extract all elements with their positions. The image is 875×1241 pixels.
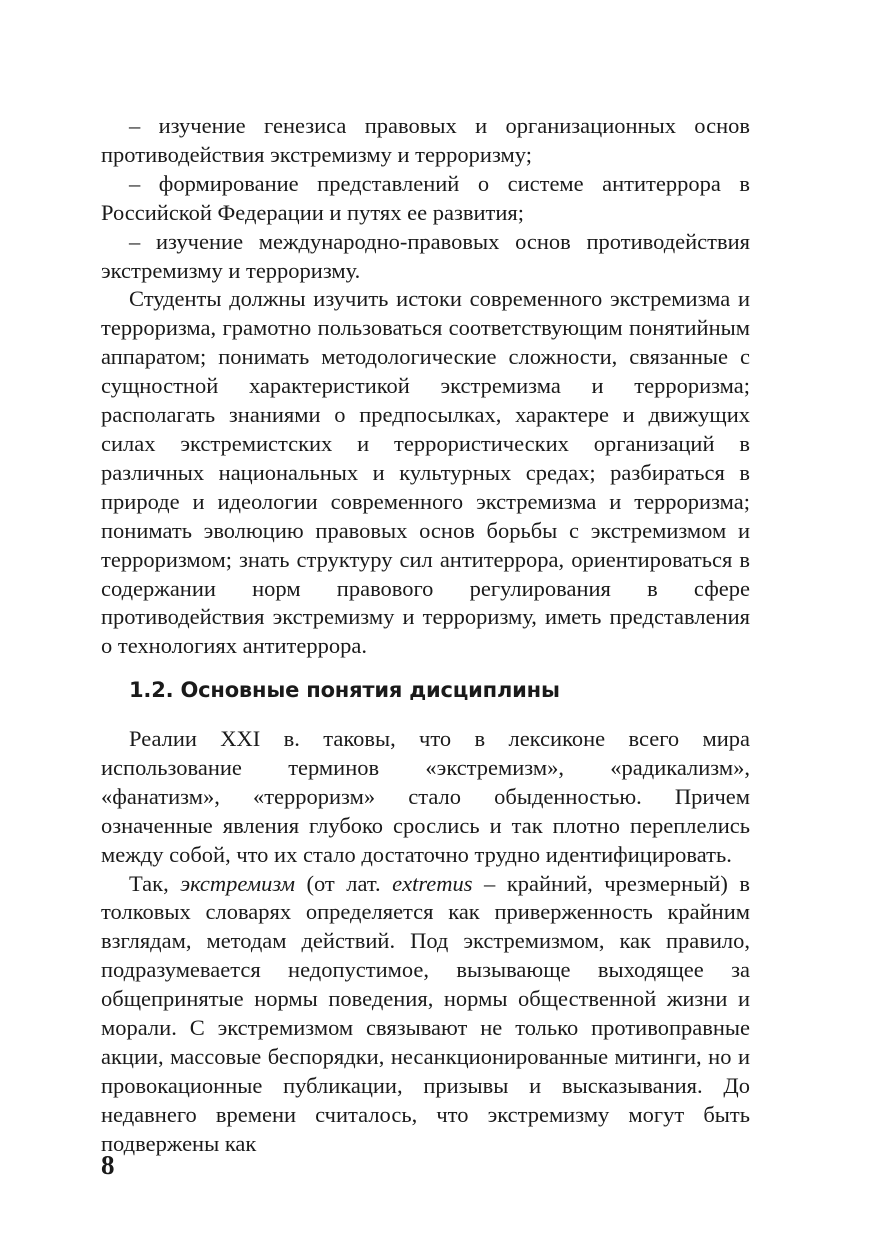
definition-paragraph [101,870,750,1159]
intro-item: – формирование представлений о системе антитеррора в Российской Федерации и путях ее развития; [101,170,750,225]
latin-term: extremus [392,870,473,896]
bottom-text-block [101,725,750,1159]
definition-mid: (от лат. [294,870,393,896]
realia-paragraph: Реалии XXI в. таковы, что в лексиконе всего мира использование терминов «экстремизм», «радикализм», «фанатизм», «терроризм» стало обыденностью. Причем означенные явления глубоко срослись и так плотно переплелись между собой, что их стало достаточно трудно идентифицировать. [101,726,750,867]
intro-item: – изучение генезиса правовых и организационных основ противодействия экстремизму и терроризму; [101,113,750,167]
students-paragraph: Студенты должны изучить истоки современного экстремизма и терроризма, грамотно пользоваться соответствующим понятийным аппаратом; понимать методологические сложности, связанные с сущностной характеристикой экстремизма и терроризма; располагать знаниями о предпосылках, характере и движущих силах экстремистских и террористических организаций в различных национальных и культурных средах; разбираться в природе и идеологии современного экстремизма и терроризма; понимать эволюцию правовых основ борьбы с экстремизмом и терроризмом; знать структуру сил антитеррора, ориентироваться в содержании норм правового регулирования в сфере противодействия экстремизму и терроризму, иметь представления о технологиях антитеррора. [101,286,750,659]
definition-lead: Так, [129,870,181,896]
top-text-block [101,112,750,661]
intro-item: – изучение международно-правовых основ противодействия экстремизму и терроризму. [101,228,750,283]
page-number: 8 [101,1150,115,1180]
section-heading: 1.2. Основные понятия дисциплины [129,678,560,702]
definition-rest: – крайний, чрезмерный) в толковых словарях определяется как приверженность крайним взглядам, методам действий. Под экстремизмом, как правило, подразумевается недопустимое, вызывающе выходящее за общепринятые нормы поведения, нормы общественной жизни и морали. С экстремизмом связывают не только противоправные акции, массовые беспорядки, несанкционированные митинги, но и провокационные публикации, призывы и высказывания. До недавнего времени считалось, что экстремизму могут быть подвержены как [101,870,750,1156]
term-extremism: экстремизм [180,870,295,896]
